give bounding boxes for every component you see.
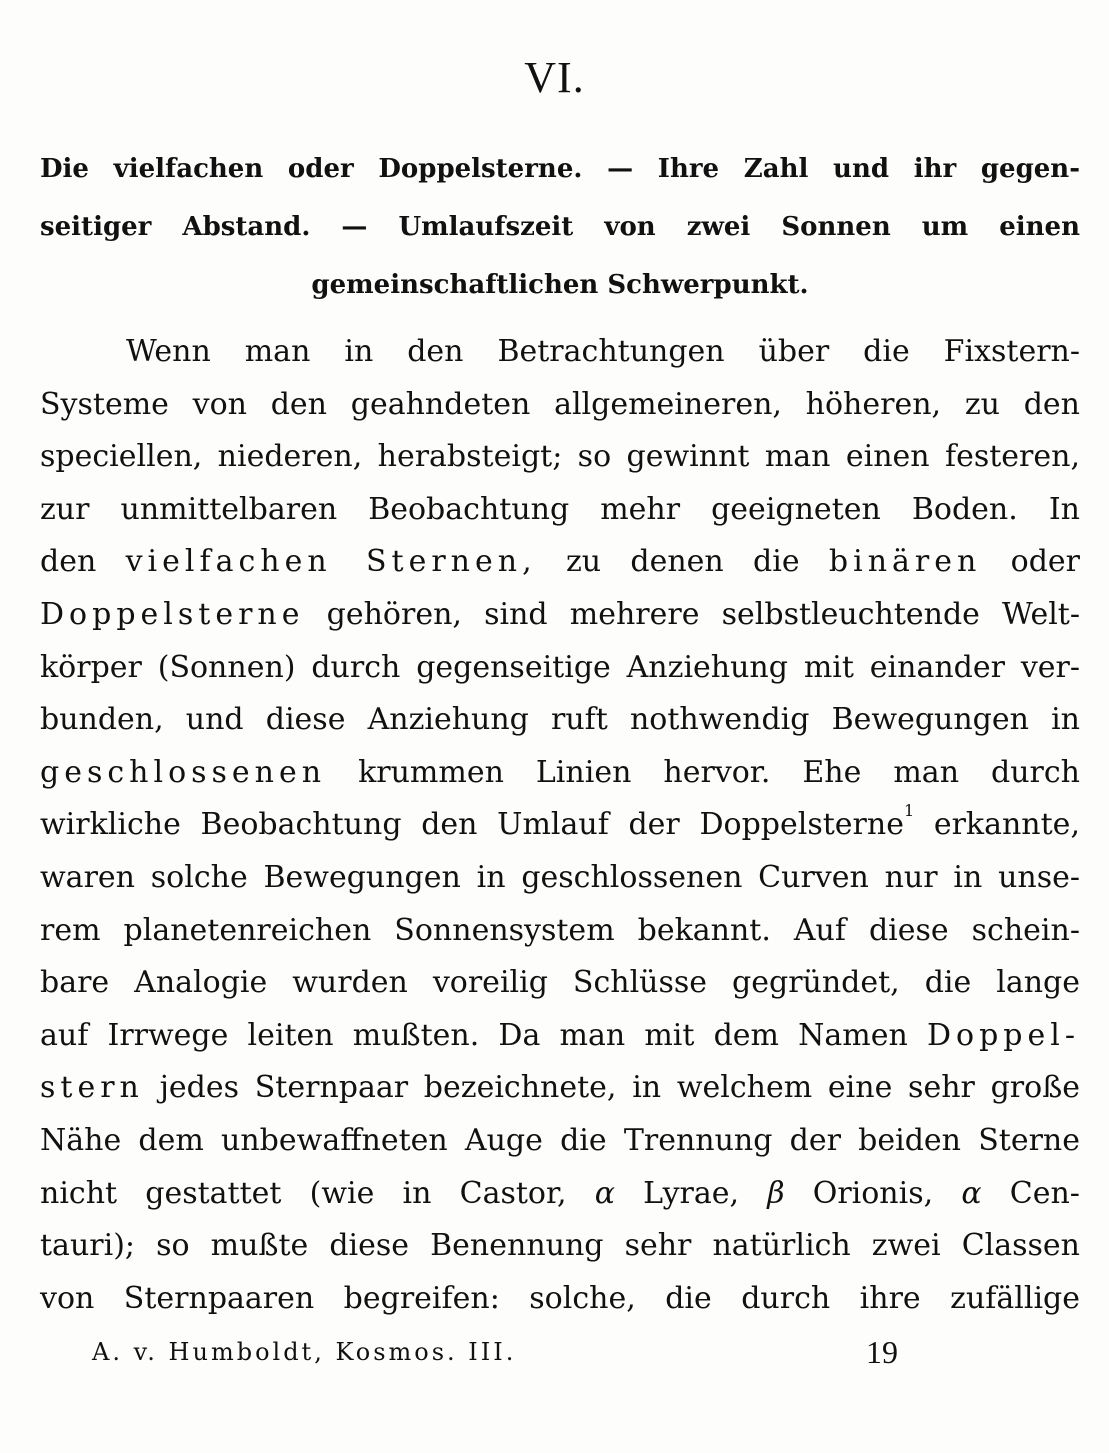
text-segment: zu denen die: [565, 544, 800, 580]
text-line: rem planetenreichen Sonnensystem bekannt. Auf diese schein-: [40, 912, 1080, 948]
text-line: tauri); so mußte diese Benennung sehr natürlich zwei Classen: [40, 1228, 1080, 1264]
emphasized-term: stern: [40, 1070, 144, 1106]
text-line: waren solche Bewegungen in geschlossenen Curven nur in unse-: [40, 859, 1080, 895]
text-line: speciellen, niederen, herabsteigt; so gewinnt man einen festeren,: [40, 439, 1080, 475]
emphasized-term: Doppelsterne: [40, 596, 305, 632]
text-segment: Cen-: [1009, 1175, 1080, 1211]
text-segment: krummen Linien hervor. Ehe man durch: [358, 754, 1080, 790]
emphasized-term: binären: [828, 544, 982, 580]
greek-letter: α: [594, 1175, 615, 1211]
summary-line: gemeinschaftlichen Schwerpunkt.: [311, 270, 809, 300]
text-line: [40, 536, 1080, 589]
text-segment: oder: [1010, 544, 1081, 580]
text-segment: erkannte,: [933, 807, 1080, 843]
text-segment: jedes Sternpaar bezeichnete, in welchem eine sehr große: [159, 1070, 1080, 1106]
text-line: [40, 747, 1080, 800]
text-line: bunden, und diese Anziehung ruft nothwendig Bewegungen in: [40, 702, 1080, 738]
page-number: 19: [866, 1334, 898, 1370]
text-segment: den: [40, 544, 97, 580]
text-line: Systeme von den geahndeten allgemeineren, höheren, zu den: [40, 386, 1080, 422]
text-line: [40, 589, 1080, 642]
text-line: Nähe dem unbewaffneten Auge die Trennung der beiden Sterne: [40, 1122, 1080, 1158]
text-segment: nicht gestattet (wie in Castor,: [40, 1175, 567, 1211]
text-line: [40, 1010, 1080, 1063]
footnote-marker: 1: [903, 801, 915, 821]
text-segment: Lyrae,: [643, 1175, 740, 1211]
text-line: körper (Sonnen) durch gegenseitige Anziehung mit einander ver-: [40, 649, 1080, 685]
text-line: von Sternpaaren begreifen: solche, die durch ihre zufällige: [40, 1280, 1080, 1316]
emphasized-term: geschlossenen: [40, 754, 327, 790]
summary-line: Die vielfachen oder Doppelsterne. — Ihre Zahl und ihr gegen-: [40, 154, 1080, 184]
emphasized-term: vielfachen Sternen,: [125, 544, 537, 580]
text-line: [40, 1168, 1080, 1221]
text-line: Wenn man in den Betrachtungen über die Fixstern-: [126, 334, 1080, 369]
text-segment: gehören, sind mehrere selbstleuchtende Welt-: [326, 596, 1080, 632]
text-segment: Orionis,: [812, 1175, 934, 1211]
text-line: zur unmittelbaren Beobachtung mehr geeigneten Boden. In: [40, 491, 1080, 527]
greek-letter: α: [961, 1175, 982, 1211]
text-line: [40, 799, 1080, 852]
greek-letter: β: [767, 1175, 785, 1211]
emphasized-term: Doppel-: [926, 1017, 1080, 1053]
page-footer: [0, 1334, 1109, 1374]
text-segment: wirkliche Beobachtung den Umlauf der Doppelsterne: [40, 807, 904, 843]
chapter-number: VI.: [524, 53, 585, 102]
signature-mark: A. v. Humboldt, Kosmos. III.: [92, 1338, 517, 1366]
chapter-summary: [40, 140, 1080, 314]
summary-line: seitiger Abstand. — Umlaufszeit von zwei Sonnen um einen: [40, 212, 1080, 242]
text-line: bare Analogie wurden voreilig Schlüsse gegründet, die lange: [40, 965, 1080, 1001]
text-segment: auf Irrwege leiten mußten. Da man mit dem Namen: [40, 1017, 908, 1053]
body-text: [40, 326, 1080, 1325]
text-line: [40, 1062, 1080, 1115]
